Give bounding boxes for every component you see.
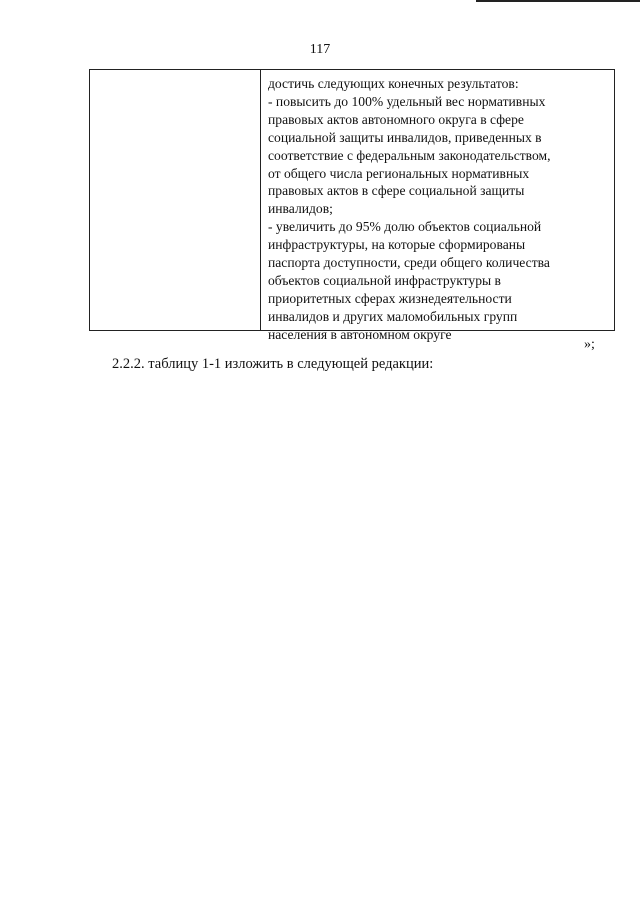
table-cell-line: правовых актов автономного округа в сфере: [268, 111, 524, 127]
document-table: [89, 69, 615, 342]
table-cell-left: [90, 70, 261, 330]
table-cell-line: правовых актов в сфере социальной защиты: [268, 183, 525, 199]
table-cell-line: от общего числа региональных нормативных: [268, 165, 530, 181]
top-rule: [476, 0, 640, 2]
paragraph-amendment: 2.2.2. таблицу 1-1 изложить в следующей редакции:: [112, 356, 434, 372]
table-cell-line: - увеличить до 95% долю объектов социальной: [268, 219, 542, 235]
table-cell-line: достичь следующих конечных результатов:: [268, 76, 519, 91]
table-cell-line: инфраструктуры, на которые сформированы: [268, 237, 526, 253]
table-cell-line: паспорта доступности, среди общего количества: [268, 255, 550, 271]
table-cell-line: инвалидов;: [268, 201, 333, 217]
table-cell-line: соответствие с федеральным законодательством,: [268, 147, 551, 163]
table-cell-line: населения в автономном округе: [268, 326, 452, 342]
closing-quote: »;: [584, 337, 595, 352]
table-cell-line: - повысить до 100% удельный вес нормативных: [268, 93, 546, 109]
table-cell-line: приоритетных сферах жизнедеятельности: [268, 290, 512, 306]
table-cell-line: социальной защиты инвалидов, приведенных в: [268, 129, 542, 145]
table-cell-line: инвалидов и других маломобильных групп: [268, 308, 518, 324]
table-cell-line: объектов социальной инфраструктуры в: [268, 272, 501, 288]
table-cell-right: [261, 70, 614, 342]
page-number: 117: [309, 42, 331, 57]
